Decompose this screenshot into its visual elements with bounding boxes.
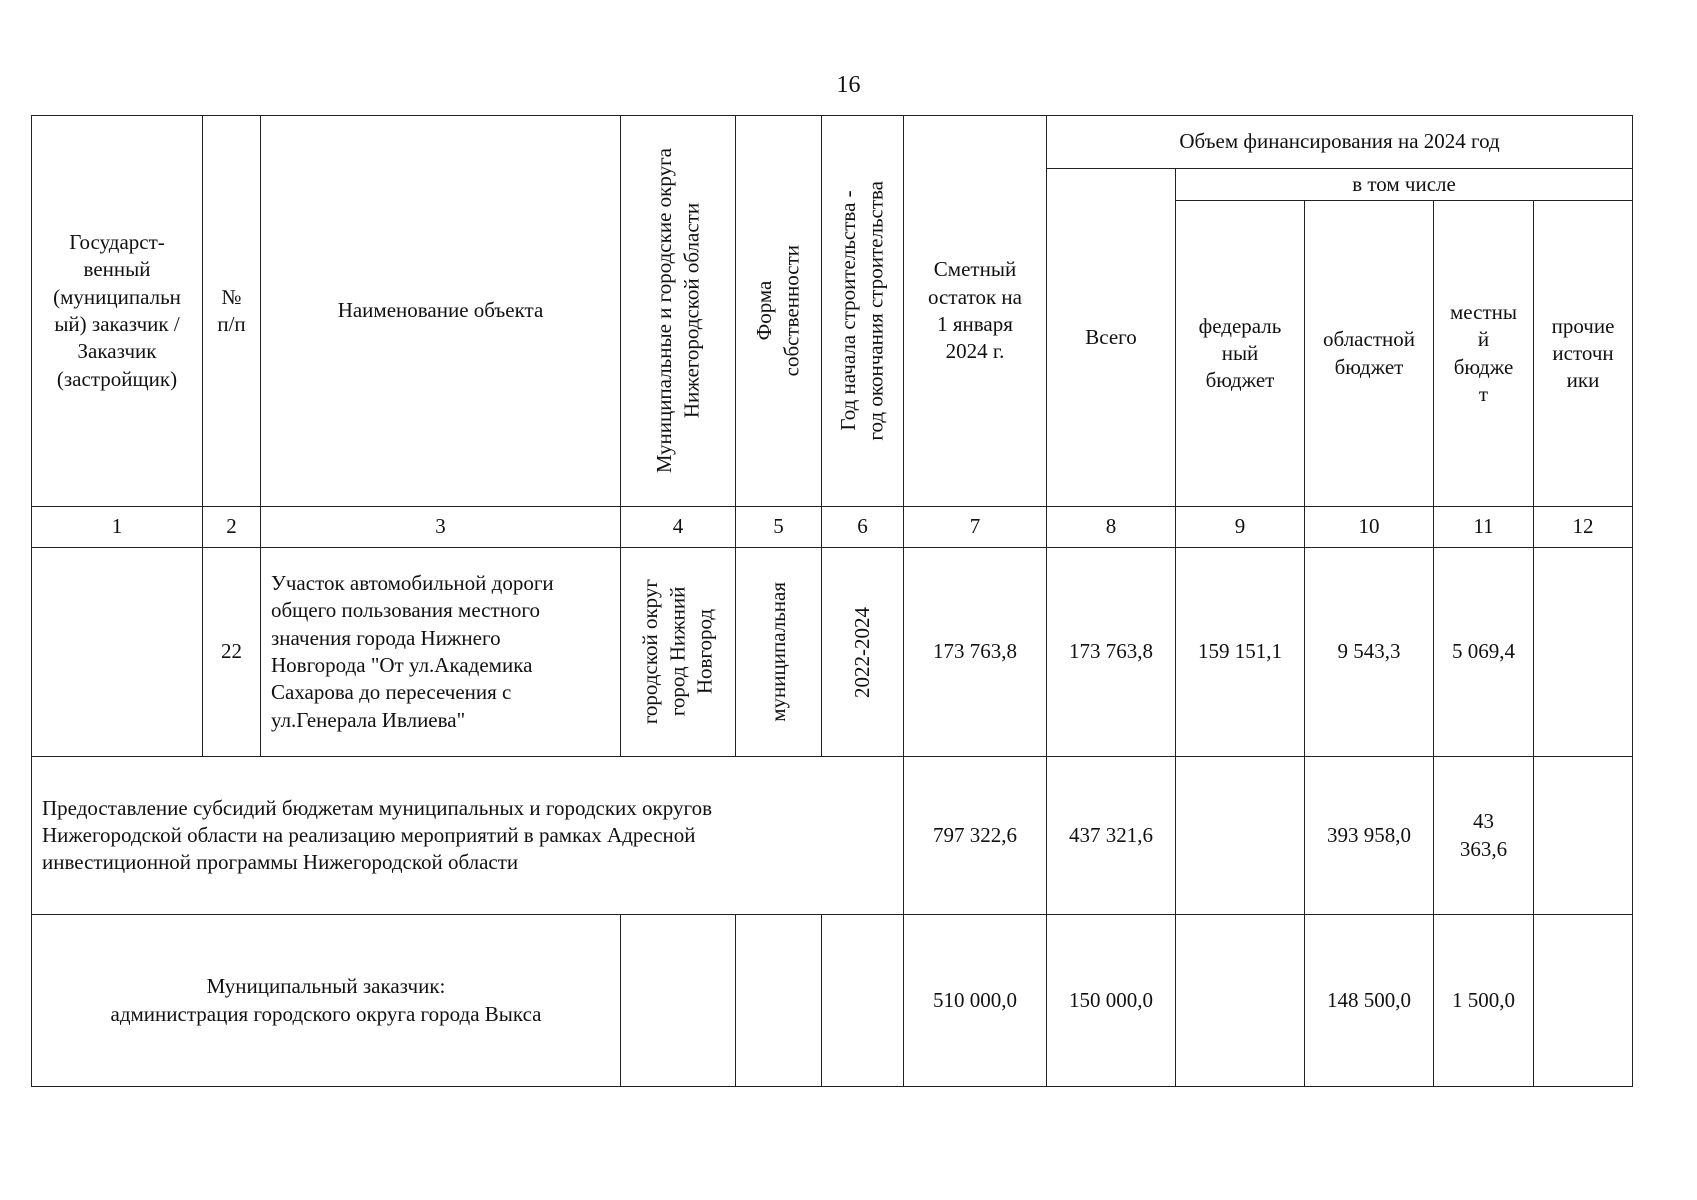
subsidy-federal bbox=[1176, 757, 1305, 915]
header-municipal-text: Муниципальные и городские округа Нижегородской области bbox=[651, 148, 703, 474]
header-years bbox=[822, 116, 904, 507]
object-municipal-text: городской округ город Нижний Новгород bbox=[638, 579, 717, 725]
header-municipal bbox=[621, 116, 736, 507]
header-financing: Объем финансирования на 2024 год bbox=[1047, 116, 1633, 169]
header-federal: федераль ный бюджет bbox=[1176, 201, 1305, 507]
column-number: 2 bbox=[203, 507, 261, 548]
object-regional: 9 543,3 bbox=[1305, 548, 1434, 757]
subsidy-local: 43 363,6 bbox=[1434, 757, 1534, 915]
subsidy-regional: 393 958,0 bbox=[1305, 757, 1434, 915]
object-ownership bbox=[736, 548, 822, 757]
customer-text: Муниципальный заказчик: администрация городского округа города Выкса bbox=[32, 915, 621, 1087]
header-ownership bbox=[736, 116, 822, 507]
header-customer: Государст- венный (муниципальн ый) заказчик / Заказчик (застройщик) bbox=[32, 116, 203, 507]
column-number: 11 bbox=[1434, 507, 1534, 548]
subsidy-text: Предоставление субсидий бюджетам муниципальных и городских округов Нижегородской области на реализацию мероприятий в рамках Адресной инвестиционной программы Нижегородской области bbox=[32, 757, 904, 915]
header-total: Всего bbox=[1047, 169, 1176, 507]
budget-table bbox=[31, 115, 1633, 1087]
customer-local: 1 500,0 bbox=[1434, 915, 1534, 1087]
object-number: 22 bbox=[203, 548, 261, 757]
column-number: 3 bbox=[261, 507, 621, 548]
column-number: 4 bbox=[621, 507, 736, 548]
object-name: Участок автомобильной дороги общего пользования местного значения города Нижнего Новгорода "От ул.Академика Сахарова до пересечения с ул.Генерала Ивлиева" bbox=[261, 548, 621, 757]
column-number: 9 bbox=[1176, 507, 1305, 548]
subsidy-estimate: 797 322,6 bbox=[904, 757, 1047, 915]
object-local: 5 069,4 bbox=[1434, 548, 1534, 757]
header-object-name: Наименование объекта bbox=[261, 116, 621, 507]
customer-total: 150 000,0 bbox=[1047, 915, 1176, 1087]
header-regional: областной бюджет bbox=[1305, 201, 1434, 507]
page-number: 16 bbox=[836, 72, 861, 98]
table-row-object bbox=[32, 548, 1633, 757]
object-total: 173 763,8 bbox=[1047, 548, 1176, 757]
customer-years-cell bbox=[822, 915, 904, 1087]
customer-municipal-cell bbox=[621, 915, 736, 1087]
column-number: 6 bbox=[822, 507, 904, 548]
object-customer-cell bbox=[32, 548, 203, 757]
header-ownership-text: Форма собственности bbox=[752, 245, 804, 377]
object-ownership-text: муниципальная bbox=[765, 582, 790, 722]
object-years bbox=[822, 548, 904, 757]
column-number: 1 bbox=[32, 507, 203, 548]
header-row-top bbox=[32, 116, 1633, 169]
header-estimate: Сметный остаток на 1 января 2024 г. bbox=[904, 116, 1047, 507]
header-local: местны й бюдже т bbox=[1434, 201, 1534, 507]
column-number: 5 bbox=[736, 507, 822, 548]
column-number: 7 bbox=[904, 507, 1047, 548]
customer-other bbox=[1534, 915, 1633, 1087]
customer-estimate: 510 000,0 bbox=[904, 915, 1047, 1087]
object-years-text: 2022-2024 bbox=[849, 606, 874, 698]
column-number: 8 bbox=[1047, 507, 1176, 548]
customer-ownership-cell bbox=[736, 915, 822, 1087]
customer-regional: 148 500,0 bbox=[1305, 915, 1434, 1087]
header-including: в том числе bbox=[1176, 169, 1633, 201]
object-other bbox=[1534, 548, 1633, 757]
subsidy-total: 437 321,6 bbox=[1047, 757, 1176, 915]
column-numbers-row bbox=[32, 507, 1633, 548]
column-number: 10 bbox=[1305, 507, 1434, 548]
object-estimate: 173 763,8 bbox=[904, 548, 1047, 757]
header-years-text: Год начала строительства - год окончания строительства bbox=[836, 181, 888, 441]
column-number: 12 bbox=[1534, 507, 1633, 548]
object-municipal bbox=[621, 548, 736, 757]
customer-federal bbox=[1176, 915, 1305, 1087]
header-number: № п/п bbox=[203, 116, 261, 507]
table-row-customer bbox=[32, 915, 1633, 1087]
subsidy-other bbox=[1534, 757, 1633, 915]
table-row-subsidy bbox=[32, 757, 1633, 915]
header-other: прочие источн ики bbox=[1534, 201, 1633, 507]
object-federal: 159 151,1 bbox=[1176, 548, 1305, 757]
